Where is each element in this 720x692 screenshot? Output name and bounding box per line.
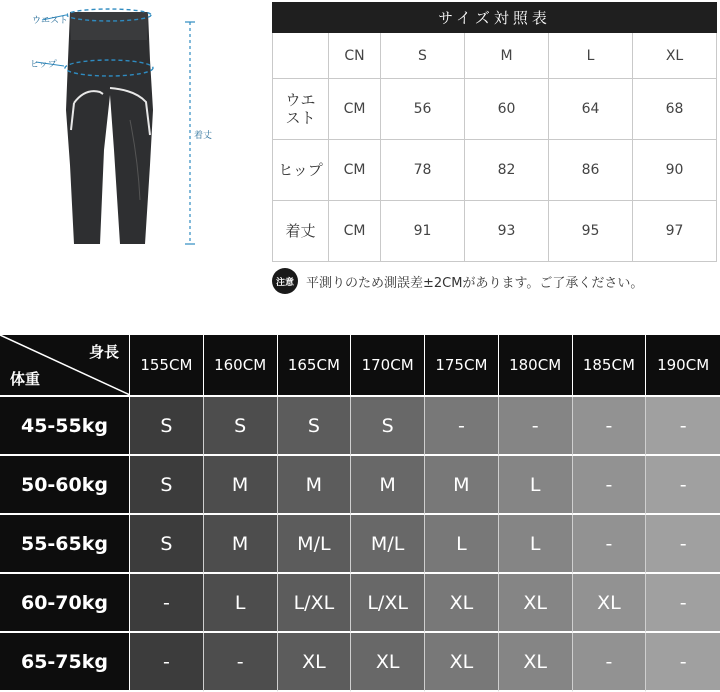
size-cell: S <box>278 397 352 456</box>
size-cell: L/XL <box>278 574 352 633</box>
waist-label: ウエスト <box>32 16 69 26</box>
size-cell: L <box>204 574 278 633</box>
header-cell: L <box>549 33 633 79</box>
weight-row <box>0 456 720 515</box>
size-cell: - <box>573 515 647 574</box>
weight-row <box>0 574 720 633</box>
measurement-note <box>272 268 643 294</box>
height-header-row <box>0 335 720 397</box>
height-header-cell: 160CM <box>204 335 278 397</box>
size-chart-table <box>272 2 717 262</box>
size-cell: L <box>499 515 573 574</box>
size-cell: M <box>204 456 278 515</box>
weight-label-cell: 55-65kg <box>0 515 130 574</box>
size-cell: M/L <box>351 515 425 574</box>
size-cell: XL <box>278 633 352 692</box>
size-cell: XL <box>351 633 425 692</box>
header-cell: CN <box>329 33 381 79</box>
size-cell: - <box>573 397 647 456</box>
note-text: 平測りのため測誤差±2CMがあります。ご了承ください。 <box>306 275 644 291</box>
size-cell: - <box>499 397 573 456</box>
value-cell: 95 <box>549 201 633 262</box>
header-blank-cell <box>273 33 329 79</box>
tights-image <box>0 0 262 260</box>
size-cell: L/XL <box>351 574 425 633</box>
size-cell: M <box>425 456 499 515</box>
value-cell: 90 <box>633 140 717 201</box>
height-header-cell: 170CM <box>351 335 425 397</box>
size-cell: XL <box>425 633 499 692</box>
height-header-cell: 165CM <box>278 335 352 397</box>
value-cell: 68 <box>633 79 717 140</box>
size-cell: - <box>646 397 720 456</box>
size-cell: M/L <box>278 515 352 574</box>
size-cell: - <box>130 574 204 633</box>
size-chart-row <box>273 201 717 262</box>
size-cell: S <box>204 397 278 456</box>
header-cell: M <box>465 33 549 79</box>
size-cell: L <box>499 456 573 515</box>
size-chart-title: サイズ対照表 <box>273 3 717 33</box>
value-cell: 93 <box>465 201 549 262</box>
row-label: 着丈 <box>273 201 329 262</box>
size-cell: M <box>204 515 278 574</box>
length-label: 着丈 <box>194 131 213 141</box>
size-cell: S <box>130 515 204 574</box>
hip-label: ヒップ <box>30 60 57 70</box>
weight-label-cell: 45-55kg <box>0 397 130 456</box>
size-cell: XL <box>499 574 573 633</box>
height-header-cell: 175CM <box>425 335 499 397</box>
size-cell: XL <box>499 633 573 692</box>
size-recommendation-table <box>0 335 720 692</box>
size-cell: M <box>351 456 425 515</box>
value-cell: 64 <box>549 79 633 140</box>
size-cell: M <box>278 456 352 515</box>
size-cell: - <box>646 574 720 633</box>
size-cell: - <box>573 633 647 692</box>
size-cell: S <box>130 397 204 456</box>
value-cell: 86 <box>549 140 633 201</box>
weight-label-cell: 60-70kg <box>0 574 130 633</box>
value-cell: 91 <box>381 201 465 262</box>
row-label: ウエスト <box>273 79 329 140</box>
weight-label: 体重 <box>10 370 41 388</box>
size-cell: L <box>425 515 499 574</box>
height-header-cell: 180CM <box>499 335 573 397</box>
value-cell: 78 <box>381 140 465 201</box>
corner-cell <box>0 335 130 397</box>
size-cell: - <box>425 397 499 456</box>
value-cell: 82 <box>465 140 549 201</box>
pants-illustration <box>0 0 262 260</box>
size-cell: - <box>646 456 720 515</box>
weight-label-cell: 50-60kg <box>0 456 130 515</box>
size-cell: - <box>130 633 204 692</box>
caution-badge: 注意 <box>272 268 298 294</box>
size-cell: XL <box>573 574 647 633</box>
size-cell: S <box>351 397 425 456</box>
weight-row <box>0 515 720 574</box>
height-label: 身長 <box>88 343 119 361</box>
header-cell: XL <box>633 33 717 79</box>
unit-cell: CM <box>329 79 381 140</box>
size-cell: - <box>646 515 720 574</box>
size-chart-header-row <box>273 33 717 79</box>
size-cell: S <box>130 456 204 515</box>
size-cell: - <box>573 456 647 515</box>
unit-cell: CM <box>329 140 381 201</box>
header-cell: S <box>381 33 465 79</box>
unit-cell: CM <box>329 201 381 262</box>
height-header-cell: 190CM <box>646 335 720 397</box>
weight-row <box>0 397 720 456</box>
weight-row <box>0 633 720 692</box>
size-chart-row <box>273 79 717 140</box>
size-cell: XL <box>425 574 499 633</box>
value-cell: 56 <box>381 79 465 140</box>
row-label: ヒップ <box>273 140 329 201</box>
size-chart-row <box>273 140 717 201</box>
weight-label-cell: 65-75kg <box>0 633 130 692</box>
size-cell: - <box>204 633 278 692</box>
height-header-cell: 185CM <box>573 335 647 397</box>
height-header-cell: 155CM <box>130 335 204 397</box>
value-cell: 97 <box>633 201 717 262</box>
value-cell: 60 <box>465 79 549 140</box>
size-cell: - <box>646 633 720 692</box>
